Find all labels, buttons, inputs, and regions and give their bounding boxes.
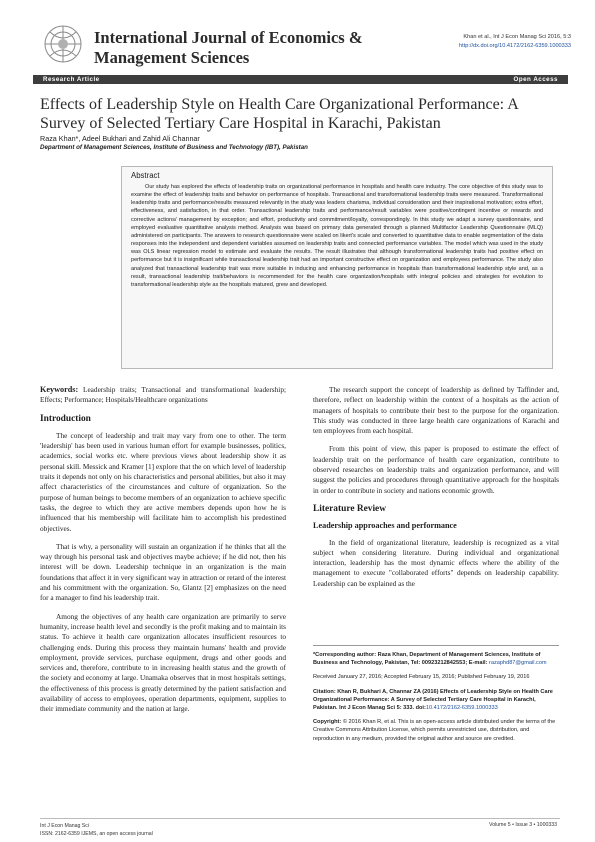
left-column bbox=[40, 385, 286, 723]
copyright-label: Copyright: bbox=[313, 719, 342, 726]
keywords bbox=[40, 385, 286, 406]
copyright-text: © 2016 Khan R, et al. This is an open-access article distributed under the terms of the Creative Commons Attribution License, which permits unrestricted use, distribution, and reproduction in any medium, provided the original author and source are credited. bbox=[313, 719, 556, 742]
footer-journal-name: Int J Econ Manag Sci bbox=[40, 823, 90, 829]
body-paragraph: From this point of view, this paper is proposed to estimate the effect of leadership trait on the performance of health care organization, contribute to observed researches on leadership traits and organization performance, and will suggest the policies and procedures through quantitative approach for the hospitals in order to contribute in society and nations economic growth. bbox=[313, 444, 559, 495]
header-doi-link[interactable]: http://dx.doi.org/10.4172/2162-6359.1000333 bbox=[459, 43, 571, 49]
subsection-heading: Leadership approaches and performance bbox=[313, 521, 457, 531]
citation-text: Khan R, Bukhari A, Channar ZA (2016) Effects of Leadership Style on Health Care Organizational Performance: A Survey of Selected Tertiary Care Hospital in Karachi, Pakistan. Int J Econ Manag Sci 5: 333. doi: bbox=[313, 688, 553, 712]
body-paragraph: That is why, a personality will sustain an organization if he thinks that all the way through his personal task and objectives maybe achieve; if he did not, then his interest will be down. Leadership technique in an organization is the main foundations that affect it in very significant way in attraction or retard of the interest and his commitment with the organization. So, Glantz [2] emphasizes on the need for a manager to find his leadership trait. bbox=[40, 541, 286, 603]
citation-doi-link[interactable]: 10.4172/2162-6359.1000333 bbox=[425, 705, 498, 712]
body-paragraph: In the field of organizational literature, leadership is recognized as a vital subject when considering literature. During individual and organizational interaction, leadership has the most dynamic effects where the ability of the management to execute "collaborated efforts" depends on leadership capability. Leadership can be explained as the bbox=[313, 537, 559, 588]
abstract-box bbox=[121, 166, 553, 369]
abstract-text: Our study has explored the effects of leadership traits on organizational performance in hospitals and health care industry. The core objective of this study was to examine the effect of leadership traits and behavior on performance of hospitals. Transactional and transformational leadership traits were measured. Transformational leadership traits and performance/results measured relevantly in the study was leaders charisma, individual consideration and their inspirational motivation; extra effort, effectiveness, and satisfaction, in that order. Transactional leadership traits and performance/result variables were positive/contingent incentive or rewards and corrective actions/ management by exception; and effort, productivity and commitment/loyalty, correspondingly. In this study we adapt a survey questionnaire, and employed evaluative quantitative analysis method. Analysis was based on primary data generated through a planned Multifactor Leadership Questionnaire (MLQ) administered on participants. The answers to research questionnaire were scaled on likert's scale and converted to quantitative data to enable segmentation of the data responses into the independent and dependent variables assumed on leadership traits and connected performance variables. The model which was used in the study was OLS linear regression model to estimate and evaluate the results. The result illustrates that although transformational leadership traits had positive effect on performance but it is insignificant while transactional leadership trait had an important constructive effect on organization and employees performance. The study also analyzed that transactional leadership trait was more suitable in inducing and enhancing performance in hospitals than transformational leadership style and, as a result, transactional leadership trait/behaviors is recommended for the health care organization/hospitals with integral policies and strategies for evolution to transformational leadership style as the hospitals matured, grew and developed. bbox=[131, 184, 543, 288]
footer-volume-info: Volume 5 • Issue 3 • 1000333 bbox=[489, 822, 557, 828]
citation bbox=[313, 688, 559, 713]
header-citation-line: Khan et al., Int J Econ Manag Sci 2016, 5:3 bbox=[463, 34, 571, 40]
keywords-text: Leadership traits; Transactional and transformational leadership; Effects; Performance; Hospitals/Healthcare organizations bbox=[40, 385, 286, 405]
corresponding-author-label: *Corresponding author: bbox=[313, 652, 377, 658]
journal-title: International Journal of Economics & Management Sciences bbox=[94, 28, 363, 67]
authors: Raza Khan*, Adeel Bukhari and Zahid Ali Channar bbox=[40, 134, 200, 143]
article-type-bar bbox=[33, 75, 568, 84]
open-access-label: Open Access bbox=[513, 76, 558, 83]
corresponding-author bbox=[313, 651, 559, 667]
header-citation bbox=[331, 33, 571, 51]
corresponding-author-text: Raza Khan, Department of Management Sciences, Institute of Business and Technology, Pakistan, Tel: 00923212842553; E-mail: bbox=[313, 652, 541, 667]
body-paragraph: Among the objectives of any health care organization are primarily to serve humanity, increase health level and secondly is the profit making and to maintain its status. To achieve it health care organization allocates insufficient resources to challenging ends. During this process they maintain humans' health and provide employment, provide services, purchase equipment, drugs and other goods and services and, therefore, contribute to in increasing health status and the growth of the society and economy at large. Unamaka observes that in most hospitals settings, the effectiveness of this process is greatly determined by the patient satisfaction and availability of access to employees, operation departments, equipment, supplies to their immediate community and the nation at large. bbox=[40, 611, 286, 714]
journal-logo bbox=[38, 22, 88, 66]
paper-title: Effects of Leadership Style on Health Care Organizational Performance: A Survey of Selected Tertiary Care Hospital in Karachi, Pakistan bbox=[40, 96, 518, 132]
dates: Received January 27, 2016; Accepted February 15, 2016; Published February 19, 2016 bbox=[313, 674, 530, 681]
citation-label: Citation: bbox=[313, 688, 336, 695]
introduction-heading: Introduction bbox=[40, 413, 91, 424]
affiliation: Department of Management Sciences, Institute of Business and Technology (IBT), Pakistan bbox=[40, 144, 308, 151]
right-column bbox=[313, 385, 559, 597]
body-paragraph: The research support the concept of leadership as defined by Taffinder and, therefore, reflect on leadership within the context of a hospitals as the action of managers of hospitals to contribute their best to the purpose for the organization. This study was conducted in three large health care organizations of Karachi and ten employees from each hospital. bbox=[313, 385, 559, 436]
footnote-block bbox=[313, 645, 559, 749]
email-link[interactable]: razaphd87@gmail.com bbox=[488, 660, 547, 667]
body-paragraph: The concept of leadership and trait may vary from one to other. The term 'leadership' has been used in various human effort for example businesses, politics, academics, social works etc. where previous views about leadership show it as personal skill. Messick and Kramer [1] explore that the on which level of leadership traits it depends not only on his characteristics and personal abilities, but also it may affect characteristics of the circumstances and culture of organization. So the purpose of human beings to become members of an organization to achieve specific tasks, the degree to which they are active members depends upon how he is influenced that his membership will facilitate him to accomplish his predestined objectives. bbox=[40, 430, 286, 533]
footer-divider bbox=[40, 818, 560, 819]
abstract-heading: Abstract bbox=[131, 171, 160, 180]
article-type-label: Research Article bbox=[43, 76, 100, 83]
copyright bbox=[313, 718, 559, 743]
footer-journal-info bbox=[40, 822, 153, 838]
keywords-label: Keywords: bbox=[40, 385, 79, 394]
footer-issn: ISSN: 2162-6359 IJEMS, an open access journal bbox=[40, 831, 153, 837]
literature-review-heading: Literature Review bbox=[313, 503, 386, 514]
